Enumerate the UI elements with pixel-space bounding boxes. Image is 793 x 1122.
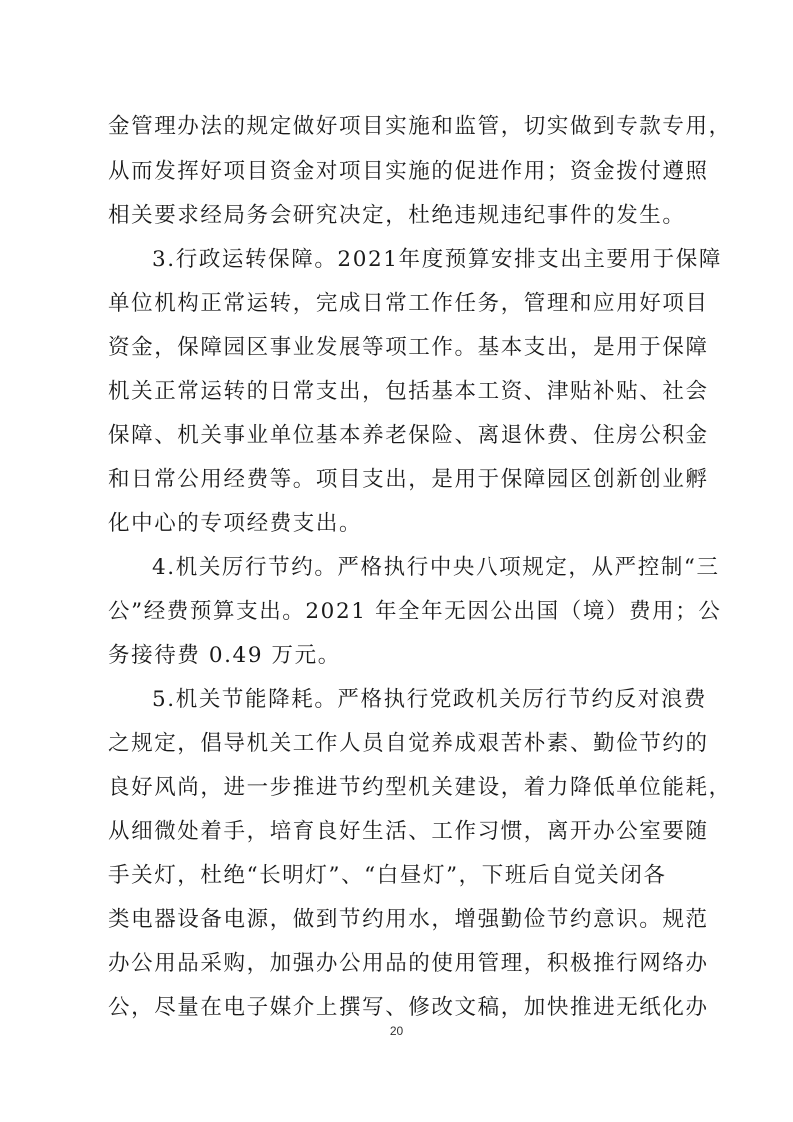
paragraph-heading-5: 5.机关节能降耗。严格执行党政机关厉行节约反对浪费 [152, 687, 708, 712]
text-line: 公”经费预算支出。2021 年全年无因公出国（境）费用；公 [108, 599, 722, 624]
text-line: 金管理办法的规定做好项目实施和监管，切实做到专款专用， [108, 114, 732, 139]
text-line: 良好风尚，进一步推进节约型机关建设，着力降低单位能耗， [108, 775, 732, 800]
text-line: 公，尽量在电子媒介上撰写、修改文稿，加快推进无纸化办 [108, 995, 709, 1020]
text-line: 机关正常运转的日常支出，包括基本工资、津贴补贴、社会 [108, 379, 709, 404]
page-number: 20 [389, 1024, 404, 1038]
paragraph-heading-4: 4.机关厉行节约。严格执行中央八项规定，从严控制“三 [152, 555, 720, 580]
text-line: 手关灯，杜绝“长明灯”、“白昼灯”，下班后自觉关闭各 [108, 863, 667, 888]
text-line: 从而发挥好项目资金对项目实施的促进作用；资金拨付遵照 [108, 159, 709, 184]
text-line: 从细微处着手，培育良好生活、工作习惯，离开办公室要随 [108, 819, 709, 844]
text-line: 和日常公用经费等。项目支出，是用于保障园区创新创业孵 [108, 467, 709, 492]
text-line: 保障、机关事业单位基本养老保险、离退休费、住房公积金 [108, 423, 709, 448]
text-line: 办公用品采购，加强办公用品的使用管理，积极推行网络办 [108, 951, 709, 976]
text-line: 类电器设备电源，做到节约用水，增强勤俭节约意识。规范 [108, 907, 709, 932]
paragraph-heading-3: 3.行政运转保障。2021年度预算安排支出主要用于保障 [152, 247, 722, 272]
text-line: 之规定，倡导机关工作人员自觉养成艰苦朴素、勤俭节约的 [108, 731, 709, 756]
text-line: 单位机构正常运转，完成日常工作任务，管理和应用好项目 [108, 291, 709, 316]
text-line: 化中心的专项经费支出。 [108, 511, 363, 536]
text-line: 资金，保障园区事业发展等项工作。基本支出，是用于保障 [108, 335, 709, 360]
text-line: 务接待费 0.49 万元。 [108, 643, 341, 668]
text-line: 相关要求经局务会研究决定，杜绝违规违纪事件的发生。 [108, 203, 686, 228]
